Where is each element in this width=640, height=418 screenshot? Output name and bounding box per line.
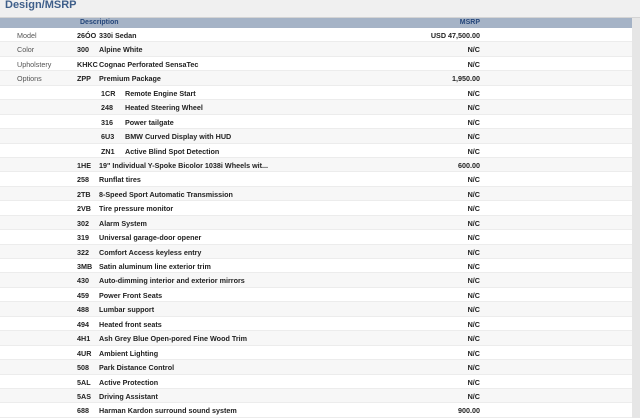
option-price: N/C <box>467 290 480 300</box>
table-row <box>0 158 640 172</box>
table-row <box>0 57 640 71</box>
scrollbar-track[interactable] <box>632 18 640 418</box>
option-code: 248 <box>101 103 113 113</box>
table-row <box>0 28 640 42</box>
table-row <box>0 346 640 360</box>
table-row <box>0 71 640 85</box>
option-description: Ash Grey Blue Open-pored Fine Wood Trim <box>99 334 248 344</box>
option-price: N/C <box>467 276 480 286</box>
option-code: 2TB <box>77 189 91 199</box>
table-row <box>0 115 640 129</box>
option-code: ZPP <box>77 74 91 84</box>
option-code: 316 <box>101 117 113 127</box>
option-description: Satin aluminum line exterior trim <box>99 262 211 271</box>
table-row <box>0 172 640 186</box>
option-price: N/C <box>467 45 480 55</box>
option-price: N/C <box>467 132 480 142</box>
option-description: Remote Engine Start <box>125 88 196 98</box>
table-row <box>0 288 640 302</box>
option-code: 302 <box>77 218 89 228</box>
table-row <box>0 317 640 331</box>
option-price: USD 47,500.00 <box>430 31 480 40</box>
option-price: N/C <box>467 103 480 113</box>
option-price: 900.00 <box>458 406 480 416</box>
option-price: N/C <box>467 348 480 358</box>
option-price: 600.00 <box>458 160 480 170</box>
option-description: Active Blind Spot Detection <box>125 146 220 156</box>
option-description: Auto-dimming interior and exterior mirrors <box>99 276 245 286</box>
table-row <box>0 100 640 114</box>
option-price: N/C <box>467 204 480 214</box>
table-row <box>0 375 640 389</box>
option-description: 330i Sedan <box>99 31 137 40</box>
table-row <box>0 245 640 259</box>
table-row <box>0 201 640 215</box>
table-row <box>0 144 640 158</box>
table-row <box>0 187 640 201</box>
option-description: Tire pressure monitor <box>99 204 174 214</box>
row-label: Options <box>17 74 42 84</box>
option-price: N/C <box>467 363 480 373</box>
option-code: 5AS <box>77 391 91 401</box>
option-price: N/C <box>467 146 480 156</box>
table-row <box>0 389 640 403</box>
option-description: Park Distance Control <box>99 363 175 373</box>
option-code: 459 <box>77 290 89 300</box>
option-code: 26ÓO <box>77 31 97 40</box>
option-price: N/C <box>467 334 480 344</box>
option-description: Universal garage-door opener <box>99 233 202 243</box>
option-price: N/C <box>467 189 480 199</box>
header-description: Description <box>80 19 119 26</box>
option-description: Harman Kardon surround sound system <box>99 406 237 416</box>
option-price: N/C <box>467 262 480 271</box>
section-title: Design/MSRP <box>0 0 640 18</box>
option-code: 4UR <box>77 348 92 358</box>
option-description: Runflat tires <box>99 175 141 185</box>
option-code: 488 <box>77 305 89 315</box>
option-code: 688 <box>77 406 89 416</box>
option-code: 4H1 <box>77 334 91 344</box>
option-description: Alpine White <box>99 45 143 55</box>
option-description: Driving Assistant <box>99 391 158 401</box>
table-header <box>0 18 640 28</box>
option-code: 494 <box>77 319 89 329</box>
option-price: N/C <box>467 305 480 315</box>
option-code: 319 <box>77 233 89 243</box>
option-description: Comfort Access keyless entry <box>99 247 202 257</box>
option-price: N/C <box>467 319 480 329</box>
option-description: Power Front Seats <box>99 290 163 300</box>
option-price: 1,950.00 <box>452 74 480 84</box>
table-row <box>0 259 640 273</box>
option-description: Heated front seats <box>99 319 162 329</box>
option-code: ZN1 <box>101 146 115 156</box>
option-description: Ambient Lighting <box>99 348 159 358</box>
option-description: Alarm System <box>99 218 147 228</box>
option-price: N/C <box>467 247 480 257</box>
table-row <box>0 42 640 56</box>
table-row <box>0 302 640 316</box>
option-price: N/C <box>467 117 480 127</box>
option-description: Heated Steering Wheel <box>125 103 203 113</box>
option-price: N/C <box>467 175 480 185</box>
table-row <box>0 360 640 374</box>
option-code: 258 <box>77 175 89 185</box>
option-price: N/C <box>467 218 480 228</box>
option-code: 430 <box>77 276 89 286</box>
row-label: Model <box>17 31 37 40</box>
option-code: 2VB <box>77 204 91 214</box>
table-row <box>0 86 640 100</box>
option-price: N/C <box>467 59 480 69</box>
option-code: 1HE <box>77 160 91 170</box>
option-description: Premium Package <box>99 74 161 84</box>
header-msrp: MSRP <box>459 19 480 26</box>
table-row <box>0 216 640 230</box>
table-row <box>0 273 640 287</box>
option-description: Active Protection <box>99 377 159 387</box>
option-price: N/C <box>467 88 480 98</box>
option-code: 1CR <box>101 88 116 98</box>
option-price: N/C <box>467 377 480 387</box>
option-code: 508 <box>77 363 89 373</box>
row-label: Color <box>17 45 35 55</box>
option-code: 5AL <box>77 377 91 387</box>
row-label: Upholstery <box>17 59 52 69</box>
option-code: 322 <box>77 247 89 257</box>
option-description: 8-Speed Sport Automatic Transmission <box>99 189 233 199</box>
option-price: N/C <box>467 233 480 243</box>
option-code: 3MB <box>77 262 93 271</box>
option-code: 6U3 <box>101 132 115 142</box>
option-description: Lumbar support <box>99 305 155 315</box>
option-code: KHKC <box>77 59 98 69</box>
table-row <box>0 230 640 244</box>
option-table <box>0 28 640 418</box>
option-code: 300 <box>77 45 89 55</box>
table-row <box>0 403 640 417</box>
option-description: Cognac Perforated SensaTec <box>99 59 199 69</box>
option-description: Power tailgate <box>125 117 174 127</box>
option-price: N/C <box>467 391 480 401</box>
option-description: 19" Individual Y-Spoke Bicolor 1038i Wheels wit... <box>99 160 269 170</box>
option-description: BMW Curved Display with HUD <box>125 132 232 142</box>
table-row <box>0 129 640 143</box>
table-row <box>0 331 640 345</box>
